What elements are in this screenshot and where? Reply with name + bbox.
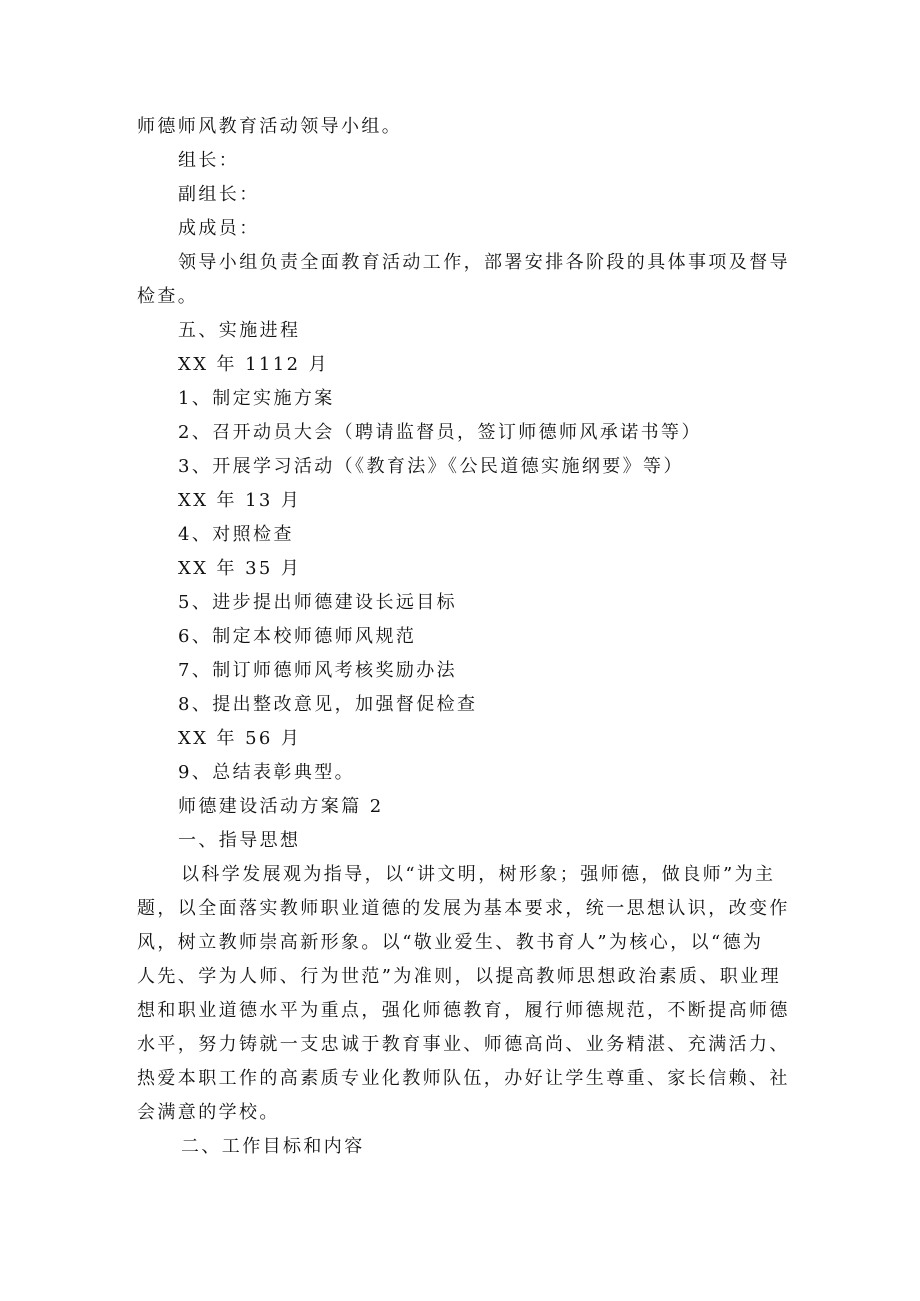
paragraph-line: 副组长： [178,184,260,205]
list-item: 5、进步提出师德建设长远目标 [178,592,458,613]
section-heading: 五、实施进程 [178,320,301,341]
document-subtitle: 师德建设活动方案篇 2 [178,796,384,817]
paragraph-line: 组长： [178,150,240,171]
timeline-label: XX 年 13 月 [178,490,302,511]
paragraph-line: 检查。 [137,286,199,307]
timeline-label: XX 年 56 月 [178,728,302,749]
paragraph-line: 风，树立教师崇高新形象。以“敬业爱生、教书育人”为核心，以“德为 [137,932,764,953]
paragraph-line: 师德师风教育活动领导小组。 [137,116,403,137]
paragraph-line: 会满意的学校。 [137,1102,280,1123]
paragraph-line: 以科学发展观为指导，以“讲文明，树形象；强师德，做良师”为主 [181,864,776,885]
paragraph-line: 水平，努力铸就一支忠诚于教育事业、师德高尚、业务精湛、充满活力、 [137,1034,790,1055]
list-item: 2、召开动员大会（聘请监督员，签订师德师风承诺书等） [178,422,702,443]
paragraph-line: 题，以全面落实教师职业道德的发展为基本要求，统一思想认识，改变作 [137,898,790,919]
paragraph-line: 领导小组负责全面教育活动工作，部署安排各阶段的具体事项及督导 [178,252,790,273]
list-item: 9、总结表彰典型。 [178,762,356,783]
list-item: 7、制订师德师风考核奖励办法 [178,660,458,681]
timeline-label: XX 年 1112 月 [178,354,330,375]
list-item: 6、制定本校师德师风规范 [178,626,417,647]
section-heading: 一、指导思想 [178,830,301,851]
paragraph-line: 热爱本职工作的高素质专业化教师队伍，办好让学生尊重、家长信赖、社 [137,1068,790,1089]
list-item: 4、对照检查 [178,524,294,545]
paragraph-line: 人先、学为人师、行为世范”为准则，以提高教师思想政治素质、职业理 [137,966,781,987]
list-item: 8、提出整改意见，加强督促检查 [178,694,478,715]
section-heading: 二、工作目标和内容 [181,1136,365,1157]
list-item: 3、开展学习活动（《教育法》《公民道德实施纲要》等） [178,456,684,477]
list-item: 1、制定实施方案 [178,388,335,409]
paragraph-line: 成成员： [178,218,260,239]
timeline-label: XX 年 35 月 [178,558,302,579]
paragraph-line: 想和职业道德水平为重点，强化师德教育，履行师德规范，不断提高师德 [137,1000,790,1021]
